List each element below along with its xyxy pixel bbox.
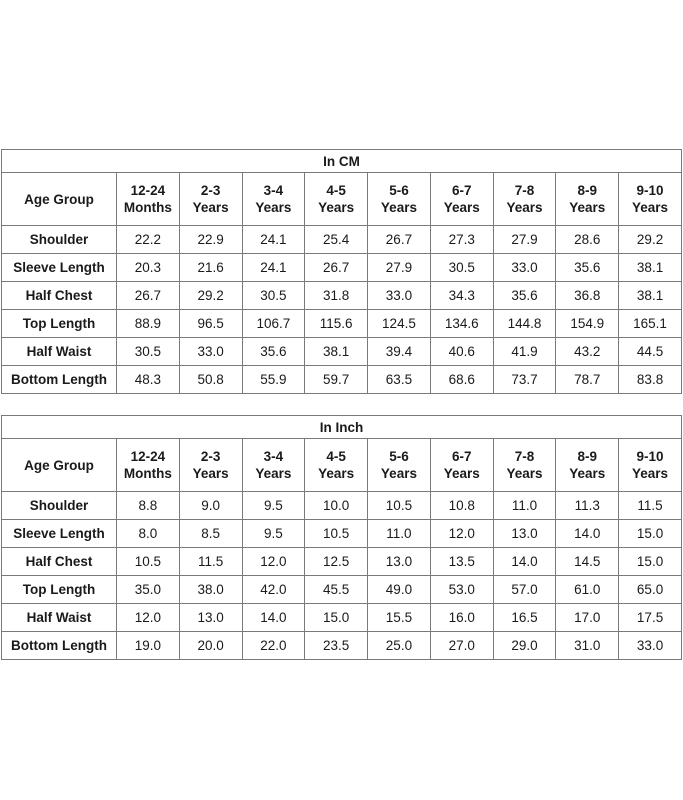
measurement-value: 50.8 [179,366,242,394]
measurement-value: 38.1 [619,282,682,310]
age-range-header: 8-9 [556,439,619,465]
measurement-value: 26.7 [305,254,368,282]
age-range-header: 2-3 [179,439,242,465]
measurement-value: 10.8 [430,492,493,520]
table-row [2,338,682,366]
age-range-header: 3-4 [242,173,305,199]
measurement-value: 57.0 [493,576,556,604]
table-row [2,548,682,576]
age-range-header: 9-10 [619,173,682,199]
table-title: In Inch [2,416,682,439]
measurement-value: 31.0 [556,632,619,660]
measurement-label: Bottom Length [2,632,117,660]
measurement-value: 10.5 [305,520,368,548]
measurement-value: 15.0 [619,548,682,576]
measurement-value: 144.8 [493,310,556,338]
age-range-header: 7-8 [493,439,556,465]
measurement-value: 22.0 [242,632,305,660]
measurement-value: 14.0 [242,604,305,632]
measurement-label: Sleeve Length [2,254,117,282]
age-range-header: 12-24 [117,439,180,465]
measurement-value: 48.3 [117,366,180,394]
measurement-value: 15.0 [619,520,682,548]
measurement-value: 29.2 [619,226,682,254]
measurement-label: Sleeve Length [2,520,117,548]
age-unit-header: Years [242,198,305,226]
measurement-value: 61.0 [556,576,619,604]
measurement-value: 29.2 [179,282,242,310]
measurement-value: 33.0 [179,338,242,366]
measurement-value: 11.5 [179,548,242,576]
measurement-value: 17.5 [619,604,682,632]
measurement-value: 36.8 [556,282,619,310]
measurement-label: Half Waist [2,604,117,632]
measurement-value: 24.1 [242,254,305,282]
age-range-header: 8-9 [556,173,619,199]
age-unit-header: Months [117,198,180,226]
measurement-value: 35.6 [242,338,305,366]
measurement-value: 27.9 [493,226,556,254]
age-range-header: 6-7 [430,173,493,199]
measurement-value: 22.2 [117,226,180,254]
measurement-value: 106.7 [242,310,305,338]
age-unit-header: Years [368,464,431,492]
measurement-value: 33.0 [368,282,431,310]
age-unit-header: Years [430,198,493,226]
measurement-value: 65.0 [619,576,682,604]
age-range-header: 4-5 [305,173,368,199]
measurement-value: 13.0 [493,520,556,548]
measurement-value: 35.0 [117,576,180,604]
measurement-label: Top Length [2,310,117,338]
measurement-value: 14.0 [493,548,556,576]
measurement-value: 15.5 [368,604,431,632]
measurement-value: 10.5 [117,548,180,576]
measurement-value: 45.5 [305,576,368,604]
measurement-value: 9.5 [242,520,305,548]
age-range-header: 7-8 [493,173,556,199]
table-row [2,576,682,604]
age-unit-header: Years [493,464,556,492]
measurement-value: 31.8 [305,282,368,310]
measurement-value: 26.7 [368,226,431,254]
measurement-value: 15.0 [305,604,368,632]
measurement-value: 11.0 [493,492,556,520]
age-range-header: 9-10 [619,439,682,465]
measurement-value: 30.5 [117,338,180,366]
measurement-value: 35.6 [493,282,556,310]
measurement-value: 14.0 [556,520,619,548]
measurement-value: 8.8 [117,492,180,520]
measurement-value: 38.1 [305,338,368,366]
measurement-value: 27.3 [430,226,493,254]
measurement-value: 33.0 [493,254,556,282]
measurement-value: 17.0 [556,604,619,632]
measurement-value: 11.0 [368,520,431,548]
age-unit-header: Years [619,198,682,226]
measurement-value: 38.1 [619,254,682,282]
measurement-value: 28.6 [556,226,619,254]
measurement-label: Top Length [2,576,117,604]
measurement-value: 25.0 [368,632,431,660]
measurement-value: 53.0 [430,576,493,604]
measurement-label: Bottom Length [2,366,117,394]
age-range-header: 12-24 [117,173,180,199]
measurement-value: 43.2 [556,338,619,366]
age-unit-header: Years [179,464,242,492]
age-range-header: 5-6 [368,439,431,465]
measurement-label: Half Chest [2,282,117,310]
measurement-value: 30.5 [242,282,305,310]
measurement-value: 21.6 [179,254,242,282]
measurement-value: 16.5 [493,604,556,632]
measurement-value: 11.5 [619,492,682,520]
measurement-value: 12.0 [117,604,180,632]
measurement-value: 8.0 [117,520,180,548]
measurement-value: 27.0 [430,632,493,660]
measurement-value: 9.0 [179,492,242,520]
measurement-value: 30.5 [430,254,493,282]
age-range-header: 2-3 [179,173,242,199]
measurement-value: 83.8 [619,366,682,394]
measurement-label: Shoulder [2,226,117,254]
age-range-header: 4-5 [305,439,368,465]
age-group-label: Age Group [2,173,117,226]
measurement-value: 42.0 [242,576,305,604]
table-title-row [2,150,682,173]
measurement-value: 22.9 [179,226,242,254]
measurement-value: 8.5 [179,520,242,548]
measurement-value: 40.6 [430,338,493,366]
measurement-value: 44.5 [619,338,682,366]
measurement-value: 26.7 [117,282,180,310]
measurement-value: 78.7 [556,366,619,394]
measurement-value: 49.0 [368,576,431,604]
age-unit-header: Years [305,198,368,226]
measurement-value: 9.5 [242,492,305,520]
age-unit-header: Years [619,464,682,492]
measurement-value: 59.7 [305,366,368,394]
measurement-value: 12.5 [305,548,368,576]
measurement-value: 55.9 [242,366,305,394]
size-table-inch [1,415,682,660]
measurement-value: 19.0 [117,632,180,660]
measurement-value: 12.0 [242,548,305,576]
header-row [2,439,682,465]
measurement-label: Half Waist [2,338,117,366]
measurement-value: 23.5 [305,632,368,660]
age-unit-header: Years [430,464,493,492]
table-row [2,226,682,254]
measurement-label: Half Chest [2,548,117,576]
age-unit-header: Years [556,464,619,492]
measurement-value: 29.0 [493,632,556,660]
age-unit-header: Years [242,464,305,492]
measurement-value: 115.6 [305,310,368,338]
measurement-value: 11.3 [556,492,619,520]
measurement-value: 88.9 [117,310,180,338]
measurement-value: 73.7 [493,366,556,394]
age-range-header: 3-4 [242,439,305,465]
measurement-value: 14.5 [556,548,619,576]
table-title-row [2,416,682,439]
age-unit-header: Years [305,464,368,492]
measurement-value: 13.0 [368,548,431,576]
measurement-value: 41.9 [493,338,556,366]
table-row [2,254,682,282]
table-row [2,282,682,310]
measurement-value: 27.9 [368,254,431,282]
measurement-value: 13.5 [430,548,493,576]
table-title: In CM [2,150,682,173]
measurement-value: 134.6 [430,310,493,338]
measurement-value: 16.0 [430,604,493,632]
age-group-label: Age Group [2,439,117,492]
table-row [2,492,682,520]
measurement-value: 63.5 [368,366,431,394]
table-row [2,632,682,660]
measurement-value: 20.0 [179,632,242,660]
age-range-header: 6-7 [430,439,493,465]
measurement-value: 35.6 [556,254,619,282]
age-unit-header: Years [179,198,242,226]
measurement-label: Shoulder [2,492,117,520]
table-row [2,520,682,548]
measurement-value: 68.6 [430,366,493,394]
table-row [2,366,682,394]
age-unit-header: Months [117,464,180,492]
measurement-value: 124.5 [368,310,431,338]
measurement-value: 34.3 [430,282,493,310]
age-unit-header: Years [556,198,619,226]
table-row [2,310,682,338]
age-range-header: 5-6 [368,173,431,199]
measurement-value: 10.5 [368,492,431,520]
measurement-value: 12.0 [430,520,493,548]
measurement-value: 39.4 [368,338,431,366]
measurement-value: 96.5 [179,310,242,338]
measurement-value: 154.9 [556,310,619,338]
measurement-value: 10.0 [305,492,368,520]
age-unit-header: Years [493,198,556,226]
measurement-value: 165.1 [619,310,682,338]
table-row [2,604,682,632]
measurement-value: 33.0 [619,632,682,660]
measurement-value: 24.1 [242,226,305,254]
measurement-value: 13.0 [179,604,242,632]
measurement-value: 25.4 [305,226,368,254]
measurement-value: 20.3 [117,254,180,282]
size-table-cm [1,149,682,394]
measurement-value: 38.0 [179,576,242,604]
age-unit-header: Years [368,198,431,226]
header-row [2,173,682,199]
